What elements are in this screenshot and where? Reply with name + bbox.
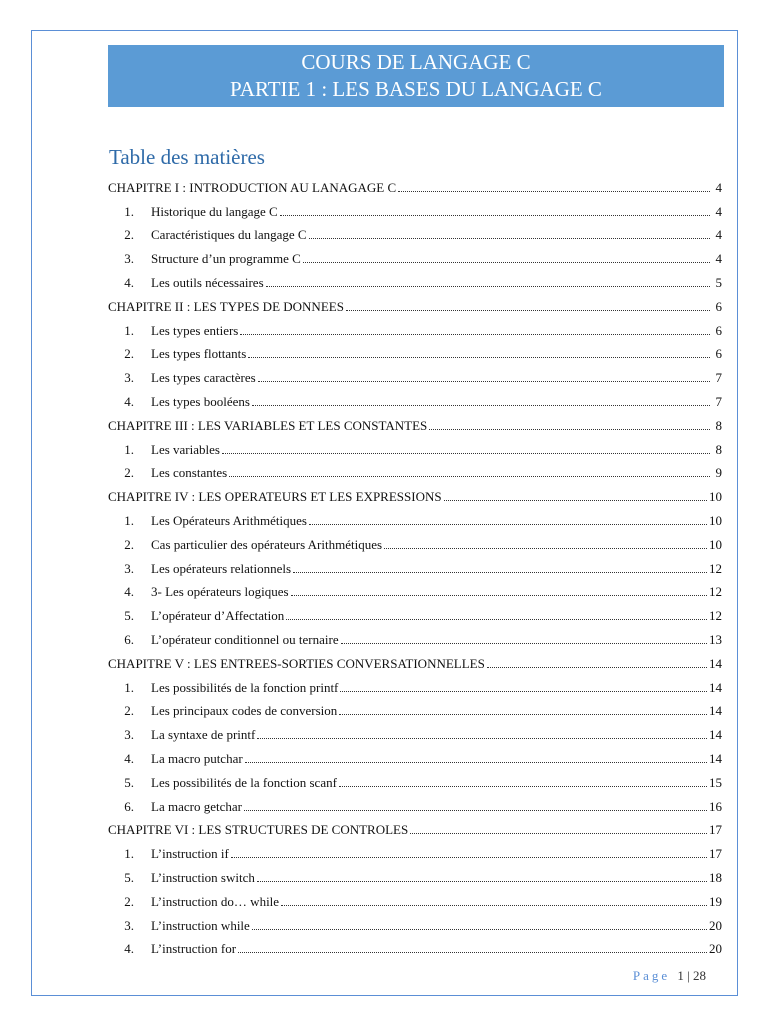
toc-chapter[interactable] xyxy=(108,815,722,839)
toc-entry-number: 6. xyxy=(124,798,134,814)
dot-leader xyxy=(339,785,707,787)
toc-entry-title: CHAPITRE I : INTRODUCTION AU LANAGAGE C xyxy=(108,179,397,195)
toc-entry-number: 4. xyxy=(124,584,134,600)
toc-entry-title: L’instruction if xyxy=(151,846,229,862)
toc-entry-number: 4. xyxy=(124,941,134,957)
toc-entry-title: L’instruction while xyxy=(151,917,250,933)
toc-entry-title: Les principaux codes de conversion xyxy=(151,703,338,719)
toc-entry[interactable] xyxy=(108,838,722,862)
toc-entry-title: Les constantes xyxy=(151,465,228,481)
toc-entry-title: La macro putchar xyxy=(151,750,243,766)
toc-entry-number: 5. xyxy=(124,869,134,885)
toc-entry-page: 12 xyxy=(709,608,722,624)
toc-entry-title: 3- Les opérateurs logiques xyxy=(151,584,289,600)
toc-entry-number: 5. xyxy=(124,774,134,790)
toc-entry-title: CHAPITRE II : LES TYPES DE DONNEES xyxy=(108,298,344,314)
toc-entry-title: Les types flottants xyxy=(151,346,247,362)
toc-entry[interactable] xyxy=(108,910,722,934)
toc-entry-page: 7 xyxy=(715,370,722,386)
toc-entry-title: Les types caractères xyxy=(151,370,256,386)
toc-entry[interactable] xyxy=(108,719,722,743)
toc-entry-number: 3. xyxy=(124,251,134,267)
toc-entry-page: 14 xyxy=(709,750,722,766)
toc-entry-number: 3. xyxy=(124,370,134,386)
toc-entry-page: 14 xyxy=(709,727,722,743)
toc-heading: Table des matières xyxy=(109,145,265,169)
toc-entry-title: CHAPITRE IV : LES OPERATEURS ET LES EXPRESSIONS xyxy=(108,489,442,505)
toc-entry-page: 17 xyxy=(709,846,722,862)
toc-entry-page: 7 xyxy=(715,393,722,409)
dot-leader xyxy=(245,761,707,763)
dot-leader xyxy=(341,642,707,644)
toc-entry-number: 3. xyxy=(124,560,134,576)
toc-entry[interactable] xyxy=(108,886,722,910)
toc-entry-page: 4 xyxy=(715,179,722,195)
dot-leader xyxy=(384,547,707,549)
toc-entry-title: L’opérateur conditionnel ou ternaire xyxy=(151,631,339,647)
toc-entry-number: 1. xyxy=(124,846,134,862)
document-title-banner xyxy=(108,45,724,107)
toc-entry[interactable] xyxy=(108,220,722,244)
dot-leader xyxy=(281,904,707,906)
toc-entry-number: 5. xyxy=(124,608,134,624)
toc-entry-title: Les possibilités de la fonction scanf xyxy=(151,774,337,790)
toc-entry-page: 10 xyxy=(709,536,722,552)
toc-entry[interactable] xyxy=(108,600,722,624)
toc-chapter[interactable] xyxy=(108,481,722,505)
dot-leader xyxy=(229,475,710,477)
dot-leader xyxy=(244,809,707,811)
toc-entry-number: 1. xyxy=(124,322,134,338)
toc-entry[interactable] xyxy=(108,196,722,220)
toc-entry[interactable] xyxy=(108,458,722,482)
toc-entry-title: CHAPITRE V : LES ENTREES-SORTIES CONVERSATIONNELLES xyxy=(108,655,485,671)
page-footer xyxy=(633,968,706,984)
dot-leader xyxy=(487,666,707,668)
toc-entry-page: 4 xyxy=(715,227,722,243)
toc-entry[interactable] xyxy=(108,767,722,791)
toc-entry[interactable] xyxy=(108,672,722,696)
dot-leader xyxy=(340,690,707,692)
dot-leader xyxy=(339,713,707,715)
dot-leader xyxy=(293,571,707,573)
toc-entry[interactable] xyxy=(108,386,722,410)
document-title-line-2: PARTIE 1 : LES BASES DU LANGAGE C xyxy=(230,77,602,101)
toc-entry-page: 12 xyxy=(709,560,722,576)
dot-leader xyxy=(410,832,707,834)
toc-entry-title: L’opérateur d’Affectation xyxy=(151,608,285,624)
toc-entry-title: Cas particulier des opérateurs Arithmétiques xyxy=(151,536,383,552)
toc-entry-number: 2. xyxy=(124,227,134,243)
toc-entry-title: CHAPITRE III : LES VARIABLES ET LES CONSTANTES xyxy=(108,417,428,433)
table-of-contents xyxy=(108,172,722,957)
dot-leader xyxy=(252,928,707,930)
dot-leader xyxy=(240,333,710,335)
toc-chapter[interactable] xyxy=(108,648,722,672)
toc-chapter[interactable] xyxy=(108,410,722,434)
toc-entry-page: 18 xyxy=(709,869,722,885)
toc-entry-page: 15 xyxy=(709,774,722,790)
toc-entry-page: 14 xyxy=(709,655,722,671)
dot-leader xyxy=(429,428,710,430)
toc-entry-page: 8 xyxy=(715,441,722,457)
toc-entry-number: 6. xyxy=(124,631,134,647)
dot-leader xyxy=(303,261,710,263)
page-total: 28 xyxy=(693,968,706,983)
toc-entry-page: 17 xyxy=(709,822,722,838)
toc-entry-number: 4. xyxy=(124,274,134,290)
toc-entry-page: 5 xyxy=(715,274,722,290)
toc-entry-page: 4 xyxy=(715,251,722,267)
toc-entry-number: 3. xyxy=(124,917,134,933)
toc-entry-title: L’instruction switch xyxy=(151,869,255,885)
toc-entry-page: 9 xyxy=(715,465,722,481)
toc-entry-page: 6 xyxy=(715,322,722,338)
toc-entry[interactable] xyxy=(108,434,722,458)
toc-entry-page: 20 xyxy=(709,917,722,933)
toc-entry[interactable] xyxy=(108,743,722,767)
toc-entry-page: 10 xyxy=(709,512,722,528)
toc-entry-title: Historique du langage C xyxy=(151,203,278,219)
dot-leader xyxy=(252,404,710,406)
dot-leader xyxy=(291,594,707,596)
dot-leader xyxy=(444,499,707,501)
toc-entry-page: 10 xyxy=(709,489,722,505)
toc-entry[interactable] xyxy=(108,267,722,291)
toc-entry[interactable] xyxy=(108,862,722,886)
toc-entry-page: 19 xyxy=(709,893,722,909)
toc-entry[interactable] xyxy=(108,315,722,339)
toc-entry-page: 20 xyxy=(709,941,722,957)
toc-entry-page: 6 xyxy=(715,298,722,314)
toc-entry-title: Les types entiers xyxy=(151,322,239,338)
toc-entry-page: 12 xyxy=(709,584,722,600)
dot-leader xyxy=(398,190,710,192)
toc-entry-title: La syntaxe de printf xyxy=(151,727,256,743)
toc-entry[interactable] xyxy=(108,243,722,267)
toc-entry-number: 2. xyxy=(124,893,134,909)
toc-entry[interactable] xyxy=(108,696,722,720)
toc-entry[interactable] xyxy=(108,553,722,577)
dot-leader xyxy=(258,380,710,382)
toc-entry-page: 6 xyxy=(715,346,722,362)
toc-entry[interactable] xyxy=(108,791,722,815)
dot-leader xyxy=(280,214,710,216)
toc-entry-number: 2. xyxy=(124,346,134,362)
dot-leader xyxy=(257,880,707,882)
toc-entry-number: 2. xyxy=(124,703,134,719)
toc-entry-page: 14 xyxy=(709,703,722,719)
toc-entry-title: Les opérateurs relationnels xyxy=(151,560,292,576)
toc-entry[interactable] xyxy=(108,362,722,386)
toc-entry-number: 3. xyxy=(124,727,134,743)
document-title-line-1: COURS DE LANGAGE C xyxy=(301,50,531,74)
toc-entry[interactable] xyxy=(108,339,722,363)
toc-entry-title: Caractéristiques du langage C xyxy=(151,227,307,243)
dot-leader xyxy=(309,237,710,239)
dot-leader xyxy=(222,452,710,454)
dot-leader xyxy=(266,285,710,287)
toc-entry[interactable] xyxy=(108,529,722,553)
page-separator: | xyxy=(687,968,690,983)
toc-chapter[interactable] xyxy=(108,172,722,196)
toc-entry-number: 1. xyxy=(124,203,134,219)
toc-entry-title: Les Opérateurs Arithmétiques xyxy=(151,512,307,528)
toc-entry-title: Structure d’un programme C xyxy=(151,251,301,267)
toc-entry-title: L’instruction do… while xyxy=(151,893,280,909)
dot-leader xyxy=(346,309,710,311)
toc-chapter[interactable] xyxy=(108,291,722,315)
dot-leader xyxy=(238,951,707,953)
toc-entry-page: 8 xyxy=(715,417,722,433)
toc-entry-title: L’instruction for xyxy=(151,941,237,957)
toc-entry-number: 4. xyxy=(124,393,134,409)
toc-entry-number: 4. xyxy=(124,750,134,766)
toc-entry-number: 2. xyxy=(124,536,134,552)
toc-entry-page: 13 xyxy=(709,631,722,647)
toc-entry-number: 1. xyxy=(124,512,134,528)
dot-leader xyxy=(309,523,707,525)
dot-leader xyxy=(231,856,707,858)
toc-entry-title: Les types booléens xyxy=(151,393,250,409)
toc-entry-title: Les possibilités de la fonction printf xyxy=(151,679,339,695)
toc-entry[interactable] xyxy=(108,505,722,529)
page-label: Page xyxy=(632,968,671,983)
toc-entry-number: 2. xyxy=(124,465,134,481)
toc-entry-number: 1. xyxy=(124,441,134,457)
toc-entry-page: 16 xyxy=(709,798,722,814)
toc-entry-title: Les outils nécessaires xyxy=(151,274,264,290)
dot-leader xyxy=(257,737,707,739)
toc-entry[interactable] xyxy=(108,624,722,648)
toc-entry[interactable] xyxy=(108,577,722,601)
page-current: 1 xyxy=(677,968,684,983)
dot-leader xyxy=(248,356,710,358)
toc-entry-number: 1. xyxy=(124,679,134,695)
toc-entry-title: La macro getchar xyxy=(151,798,242,814)
toc-entry-title: Les variables xyxy=(151,441,220,457)
toc-entry-page: 4 xyxy=(715,203,722,219)
toc-entry-page: 14 xyxy=(709,679,722,695)
dot-leader xyxy=(286,618,707,620)
toc-entry[interactable] xyxy=(108,934,722,958)
toc-entry-title: CHAPITRE VI : LES STRUCTURES DE CONTROLES xyxy=(108,822,409,838)
